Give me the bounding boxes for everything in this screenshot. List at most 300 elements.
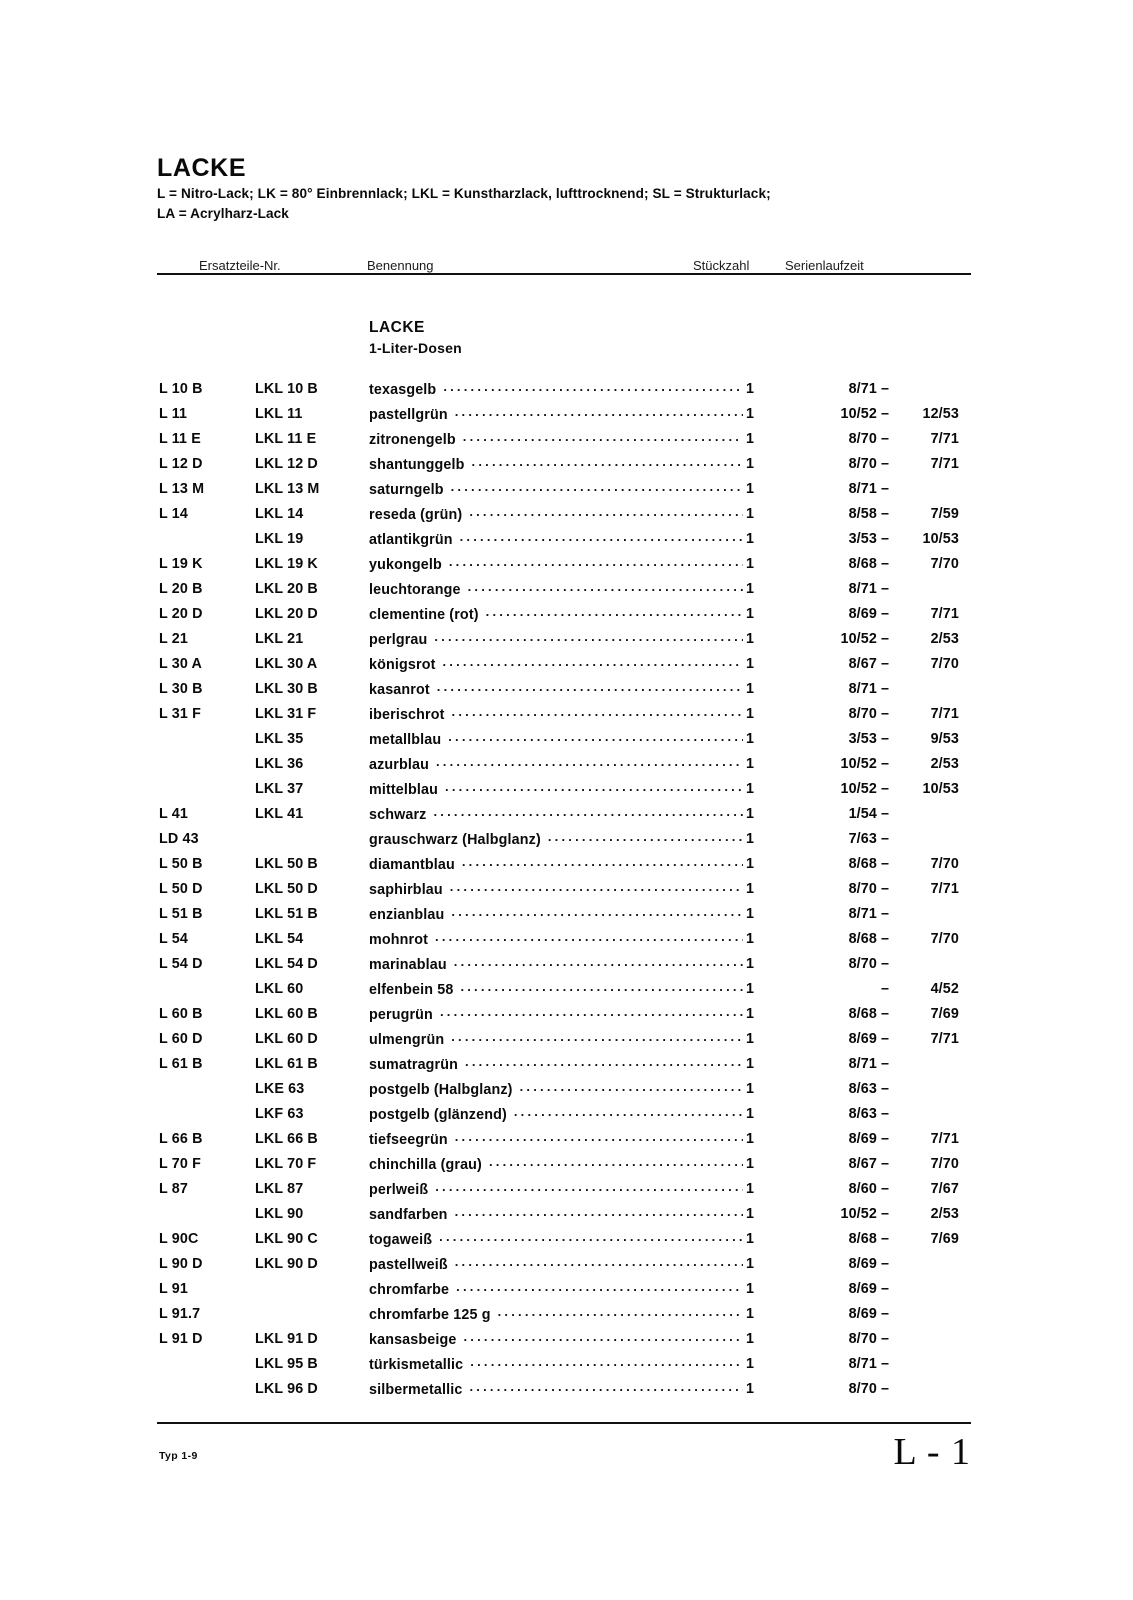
cell-part-number: L 90 D: [159, 1256, 203, 1273]
table-row: [157, 402, 971, 427]
cell-part-number: L 14: [159, 506, 188, 523]
cell-alternate-number: LKE 63: [255, 1081, 305, 1098]
cell-quantity: 1: [745, 756, 755, 773]
table-row: [157, 427, 971, 452]
period-from: 8/70: [848, 881, 877, 898]
period-dash: –: [880, 456, 890, 473]
cell-quantity: 1: [745, 906, 755, 923]
cell-designation: [369, 1152, 743, 1178]
leader-dots: [435, 1177, 743, 1199]
cell-quantity: 1: [745, 631, 755, 648]
leader-dots: [468, 577, 743, 599]
cell-alternate-number: LKL 87: [255, 1181, 304, 1198]
cell-part-number: L 21: [159, 631, 188, 648]
cell-alternate-number: LKL 21: [255, 631, 304, 648]
cell-designation: [369, 702, 743, 728]
cell-designation: [369, 602, 743, 628]
table-row: [157, 727, 971, 752]
period-dash: –: [880, 606, 890, 623]
period-dash: –: [880, 956, 890, 973]
period-to: 7/69: [930, 1006, 959, 1023]
cell-alternate-number: LKL 90 D: [255, 1256, 318, 1273]
cell-quantity: 1: [745, 431, 755, 448]
cell-designation: [369, 927, 743, 953]
cell-alternate-number: LKL 20 D: [255, 606, 318, 623]
cell-quantity: 1: [745, 606, 755, 623]
designation-text: pastellweiß: [369, 1257, 448, 1274]
period-dash: –: [880, 656, 890, 673]
cell-part-number: L 66 B: [159, 1131, 203, 1148]
designation-text: königsrot: [369, 657, 436, 674]
period-to: 7/71: [930, 1031, 959, 1048]
leader-dots: [436, 752, 743, 774]
cell-designation: [369, 1002, 743, 1028]
table-row: [157, 1077, 971, 1102]
period-from: 8/58: [848, 506, 877, 523]
period-from: 8/60: [848, 1181, 877, 1198]
designation-text: elfenbein 58: [369, 982, 454, 999]
cell-designation: [369, 1077, 743, 1103]
page-content: [157, 155, 971, 1484]
period-to: 7/71: [930, 431, 959, 448]
cell-alternate-number: LKL 11 E: [255, 431, 317, 448]
leader-dots: [454, 952, 743, 974]
cell-designation: [369, 1352, 743, 1378]
section-heading: LACKE: [369, 318, 425, 336]
cell-part-number: L 20 D: [159, 606, 203, 623]
period-from: 8/69: [848, 606, 877, 623]
period-from: 3/53: [848, 531, 877, 548]
legend-line-2: LA = Acrylharz-Lack: [157, 205, 289, 221]
cell-designation: [369, 1252, 743, 1278]
cell-alternate-number: LKL 14: [255, 506, 304, 523]
leader-dots: [470, 1377, 744, 1399]
period-dash: –: [880, 931, 890, 948]
table-row: [157, 1152, 971, 1177]
cell-alternate-number: LKL 61 B: [255, 1056, 318, 1073]
cell-quantity: 1: [745, 1131, 755, 1148]
leader-dots: [443, 377, 743, 399]
table-row: [157, 827, 971, 852]
cell-part-number: L 61 B: [159, 1056, 203, 1073]
cell-designation: [369, 627, 743, 653]
leader-dots: [460, 977, 743, 999]
table-row: [157, 602, 971, 627]
leader-dots: [486, 602, 743, 624]
table-row: [157, 1377, 971, 1402]
period-from: 8/70: [848, 1331, 877, 1348]
column-header-production-period: Serienlaufzeit: [785, 257, 864, 273]
period-dash: –: [880, 1356, 890, 1373]
period-from: 8/71: [848, 906, 877, 923]
cell-quantity: 1: [745, 1331, 755, 1348]
cell-part-number: L 11: [159, 406, 188, 423]
cell-designation: [369, 1052, 743, 1078]
period-dash: –: [880, 1331, 890, 1348]
table-row: [157, 502, 971, 527]
period-to: 7/70: [930, 556, 959, 573]
cell-alternate-number: LKL 13 M: [255, 481, 320, 498]
cell-part-number: L 90C: [159, 1231, 199, 1248]
designation-text: leuchtorange: [369, 582, 461, 599]
cell-part-number: L 30 B: [159, 681, 203, 698]
designation-text: sumatragrün: [369, 1057, 459, 1074]
cell-quantity: 1: [745, 856, 755, 873]
leader-dots: [437, 677, 743, 699]
cell-designation: [369, 677, 743, 703]
cell-alternate-number: LKL 30 A: [255, 656, 318, 673]
leader-dots: [463, 427, 743, 449]
page-number: L - 1: [893, 1431, 971, 1474]
period-dash: –: [880, 781, 890, 798]
leader-dots: [465, 1052, 743, 1074]
designation-text: grauschwarz (Halbglanz): [369, 832, 541, 849]
designation-text: zitronengelb: [369, 432, 456, 449]
period-to: 2/53: [930, 756, 959, 773]
leader-dots: [498, 1302, 743, 1324]
leader-dots: [514, 1102, 743, 1124]
period-dash: –: [880, 506, 890, 523]
period-from: 8/69: [848, 1306, 877, 1323]
leader-dots: [433, 802, 743, 824]
designation-text: türkismetallic: [369, 1357, 464, 1374]
period-from: 8/69: [848, 1031, 877, 1048]
leader-dots: [442, 652, 743, 674]
leader-dots: [440, 1002, 743, 1024]
period-to: 7/71: [930, 881, 959, 898]
cell-part-number: L 19 K: [159, 556, 203, 573]
designation-text: schwarz: [369, 807, 427, 824]
period-dash: –: [880, 581, 890, 598]
cell-part-number: L 91 D: [159, 1331, 203, 1348]
table-row: [157, 902, 971, 927]
cell-alternate-number: LKL 95 B: [255, 1356, 318, 1373]
cell-designation: [369, 1127, 743, 1153]
leader-dots: [472, 452, 743, 474]
designation-text: chromfarbe: [369, 1282, 450, 1299]
designation-text: iberischrot: [369, 707, 445, 724]
cell-designation: [369, 902, 743, 928]
table-row: [157, 1002, 971, 1027]
table-row: [157, 877, 971, 902]
cell-part-number: L 54 D: [159, 956, 203, 973]
cell-alternate-number: LKL 51 B: [255, 906, 318, 923]
table-row: [157, 752, 971, 777]
period-dash: –: [880, 1031, 890, 1048]
cell-alternate-number: LKL 37: [255, 781, 304, 798]
table-row: [157, 802, 971, 827]
cell-part-number: L 51 B: [159, 906, 203, 923]
period-from: 10/52: [840, 631, 877, 648]
designation-text: perlgrau: [369, 632, 428, 649]
period-to: 4/52: [930, 981, 959, 998]
designation-text: ulmengrün: [369, 1032, 445, 1049]
cell-designation: [369, 1027, 743, 1053]
period-to: 7/70: [930, 1156, 959, 1173]
cell-part-number: L 41: [159, 806, 188, 823]
designation-text: diamantblau: [369, 857, 455, 874]
cell-designation: [369, 402, 743, 428]
period-to: 7/70: [930, 856, 959, 873]
cell-designation: [369, 952, 743, 978]
cell-designation: [369, 427, 743, 453]
cell-designation: [369, 877, 743, 903]
designation-text: texasgelb: [369, 382, 437, 399]
designation-text: reseda (grün): [369, 507, 463, 524]
table-row: [157, 627, 971, 652]
table-row: [157, 577, 971, 602]
period-from: 10/52: [840, 1206, 877, 1223]
cell-designation: [369, 1277, 743, 1303]
period-dash: –: [880, 1306, 890, 1323]
designation-text: saphirblau: [369, 882, 443, 899]
period-dash: –: [880, 1156, 890, 1173]
cell-quantity: 1: [745, 781, 755, 798]
period-from: 8/71: [848, 681, 877, 698]
designation-text: saturngelb: [369, 482, 444, 499]
cell-alternate-number: LKL 60: [255, 981, 304, 998]
leader-dots: [469, 502, 743, 524]
cell-alternate-number: LKL 90 C: [255, 1231, 318, 1248]
period-dash: –: [880, 981, 890, 998]
period-dash: –: [880, 706, 890, 723]
period-from: 8/71: [848, 1056, 877, 1073]
cell-alternate-number: LKL 10 B: [255, 381, 318, 398]
cell-quantity: 1: [745, 806, 755, 823]
cell-quantity: 1: [745, 931, 755, 948]
cell-quantity: 1: [745, 556, 755, 573]
cell-part-number: L 87: [159, 1181, 188, 1198]
table-row: [157, 952, 971, 977]
legend-line-1: L = Nitro-Lack; LK = 80° Einbrennlack; LKL = Kunstharzlack, lufttrocknend; SL = Strukturlack;: [157, 186, 771, 202]
cell-designation: [369, 477, 743, 503]
cell-quantity: 1: [745, 1381, 755, 1398]
period-dash: –: [880, 531, 890, 548]
column-header-quantity: Stückzahl: [693, 257, 750, 273]
abbreviation-legend: [157, 184, 971, 223]
period-dash: –: [880, 681, 890, 698]
period-dash: –: [880, 1206, 890, 1223]
column-header-part-number: Ersatzteile-Nr.: [199, 257, 281, 273]
leader-dots: [451, 477, 743, 499]
designation-text: perlweiß: [369, 1182, 429, 1199]
cell-designation: [369, 1327, 743, 1353]
designation-text: pastellgrün: [369, 407, 448, 424]
cell-quantity: 1: [745, 656, 755, 673]
type-note: Typ 1-9: [159, 1450, 198, 1463]
cell-alternate-number: LKL 31 F: [255, 706, 317, 723]
cell-quantity: 1: [745, 1306, 755, 1323]
designation-text: marinablau: [369, 957, 447, 974]
period-from: 8/68: [848, 856, 877, 873]
period-dash: –: [880, 906, 890, 923]
designation-text: shantunggelb: [369, 457, 465, 474]
cell-part-number: L 50 B: [159, 856, 203, 873]
table-row: [157, 1102, 971, 1127]
cell-quantity: 1: [745, 1006, 755, 1023]
designation-text: postgelb (Halbglanz): [369, 1082, 513, 1099]
period-dash: –: [880, 806, 890, 823]
period-dash: –: [880, 1181, 890, 1198]
leader-dots: [460, 527, 743, 549]
designation-text: yukongelb: [369, 557, 442, 574]
period-dash: –: [880, 381, 890, 398]
period-to: 7/71: [930, 606, 959, 623]
cell-part-number: L 13 M: [159, 481, 205, 498]
cell-part-number: L 10 B: [159, 381, 203, 398]
period-from: 10/52: [840, 781, 877, 798]
cell-part-number: L 60 B: [159, 1006, 203, 1023]
period-dash: –: [880, 831, 890, 848]
cell-part-number: L 11 E: [159, 431, 201, 448]
leader-dots: [439, 1227, 743, 1249]
designation-text: atlantikgrün: [369, 532, 453, 549]
cell-quantity: 1: [745, 506, 755, 523]
table-row: [157, 1352, 971, 1377]
period-dash: –: [880, 631, 890, 648]
cell-quantity: 1: [745, 1181, 755, 1198]
cell-alternate-number: LKF 63: [255, 1106, 304, 1123]
leader-dots: [452, 702, 743, 724]
leader-dots: [489, 1152, 743, 1174]
cell-alternate-number: LKL 90: [255, 1206, 304, 1223]
table-row: [157, 702, 971, 727]
period-to: 12/53: [922, 406, 959, 423]
cell-quantity: 1: [745, 956, 755, 973]
period-from: 8/68: [848, 556, 877, 573]
cell-designation: [369, 727, 743, 753]
table-row: [157, 1052, 971, 1077]
cell-alternate-number: LKL 36: [255, 756, 304, 773]
period-to: 2/53: [930, 631, 959, 648]
cell-quantity: 1: [745, 1106, 755, 1123]
cell-quantity: 1: [745, 581, 755, 598]
cell-alternate-number: LKL 41: [255, 806, 304, 823]
leader-dots: [462, 852, 743, 874]
period-dash: –: [880, 556, 890, 573]
period-to: 7/67: [930, 1181, 959, 1198]
cell-quantity: 1: [745, 1206, 755, 1223]
cell-alternate-number: LKL 50 B: [255, 856, 318, 873]
period-from: 8/68: [848, 1231, 877, 1248]
leader-dots: [455, 1127, 743, 1149]
table-row: [157, 1027, 971, 1052]
cell-designation: [369, 752, 743, 778]
table-row: [157, 1202, 971, 1227]
table-row: [157, 477, 971, 502]
cell-alternate-number: LKL 60 B: [255, 1006, 318, 1023]
period-to: 7/71: [930, 1131, 959, 1148]
period-from: 8/70: [848, 456, 877, 473]
period-to: 7/71: [930, 706, 959, 723]
leader-dots: [463, 1327, 743, 1349]
page-title: LACKE: [157, 154, 247, 182]
period-from: 8/63: [848, 1081, 877, 1098]
period-from: 7/63: [848, 831, 877, 848]
period-from: 8/71: [848, 581, 877, 598]
table-row: [157, 677, 971, 702]
cell-part-number: L 91: [159, 1281, 188, 1298]
designation-text: azurblau: [369, 757, 429, 774]
table-row: [157, 1252, 971, 1277]
cell-quantity: 1: [745, 456, 755, 473]
cell-quantity: 1: [745, 531, 755, 548]
designation-text: mittelblau: [369, 782, 439, 799]
period-to: 7/70: [930, 931, 959, 948]
period-to: 7/59: [930, 506, 959, 523]
page-footer: [157, 1424, 971, 1484]
section-subheading: 1-Liter-Dosen: [369, 340, 462, 357]
cell-designation: [369, 1177, 743, 1203]
cell-designation: [369, 802, 743, 828]
period-dash: –: [880, 1256, 890, 1273]
cell-designation: [369, 777, 743, 803]
period-dash: –: [880, 431, 890, 448]
table-row: [157, 1227, 971, 1252]
cell-quantity: 1: [745, 1156, 755, 1173]
leader-dots: [455, 1252, 743, 1274]
period-dash: –: [880, 1131, 890, 1148]
period-to: 10/53: [922, 531, 959, 548]
designation-text: sandfarben: [369, 1207, 448, 1224]
cell-part-number: L 12 D: [159, 456, 203, 473]
period-dash: –: [880, 1231, 890, 1248]
period-from: 8/70: [848, 1381, 877, 1398]
period-from: 8/63: [848, 1106, 877, 1123]
designation-text: perugrün: [369, 1007, 433, 1024]
cell-designation: [369, 577, 743, 603]
table-row: [157, 1277, 971, 1302]
period-to: 9/53: [930, 731, 959, 748]
cell-alternate-number: LKL 60 D: [255, 1031, 318, 1048]
period-dash: –: [880, 756, 890, 773]
period-dash: –: [880, 1106, 890, 1123]
designation-text: mohnrot: [369, 932, 429, 949]
cell-quantity: 1: [745, 381, 755, 398]
cell-designation: [369, 527, 743, 553]
period-from: 8/70: [848, 706, 877, 723]
cell-alternate-number: LKL 54 D: [255, 956, 318, 973]
leader-dots: [470, 1352, 743, 1374]
cell-part-number: L 54: [159, 931, 188, 948]
cell-alternate-number: LKL 30 B: [255, 681, 318, 698]
period-dash: –: [880, 1056, 890, 1073]
designation-text: postgelb (glänzend): [369, 1107, 507, 1124]
leader-dots: [448, 727, 743, 749]
cell-quantity: 1: [745, 1231, 755, 1248]
designation-text: kansasbeige: [369, 1332, 457, 1349]
table-row: [157, 527, 971, 552]
period-from: 3/53: [848, 731, 877, 748]
cell-quantity: 1: [745, 481, 755, 498]
designation-text: togaweiß: [369, 1232, 433, 1249]
cell-designation: [369, 377, 743, 403]
cell-part-number: L 31 F: [159, 706, 201, 723]
table-row: [157, 652, 971, 677]
leader-dots: [455, 402, 743, 424]
table-column-headers: [157, 239, 971, 273]
cell-designation: [369, 1377, 743, 1403]
cell-part-number: LD 43: [159, 831, 199, 848]
period-dash: –: [880, 1006, 890, 1023]
table-row: [157, 977, 971, 1002]
cell-quantity: 1: [745, 406, 755, 423]
designation-text: chromfarbe 125 g: [369, 1307, 491, 1324]
period-from: 8/68: [848, 1006, 877, 1023]
designation-text: clementine (rot): [369, 607, 479, 624]
leader-dots: [449, 552, 743, 574]
leader-dots: [456, 1277, 743, 1299]
